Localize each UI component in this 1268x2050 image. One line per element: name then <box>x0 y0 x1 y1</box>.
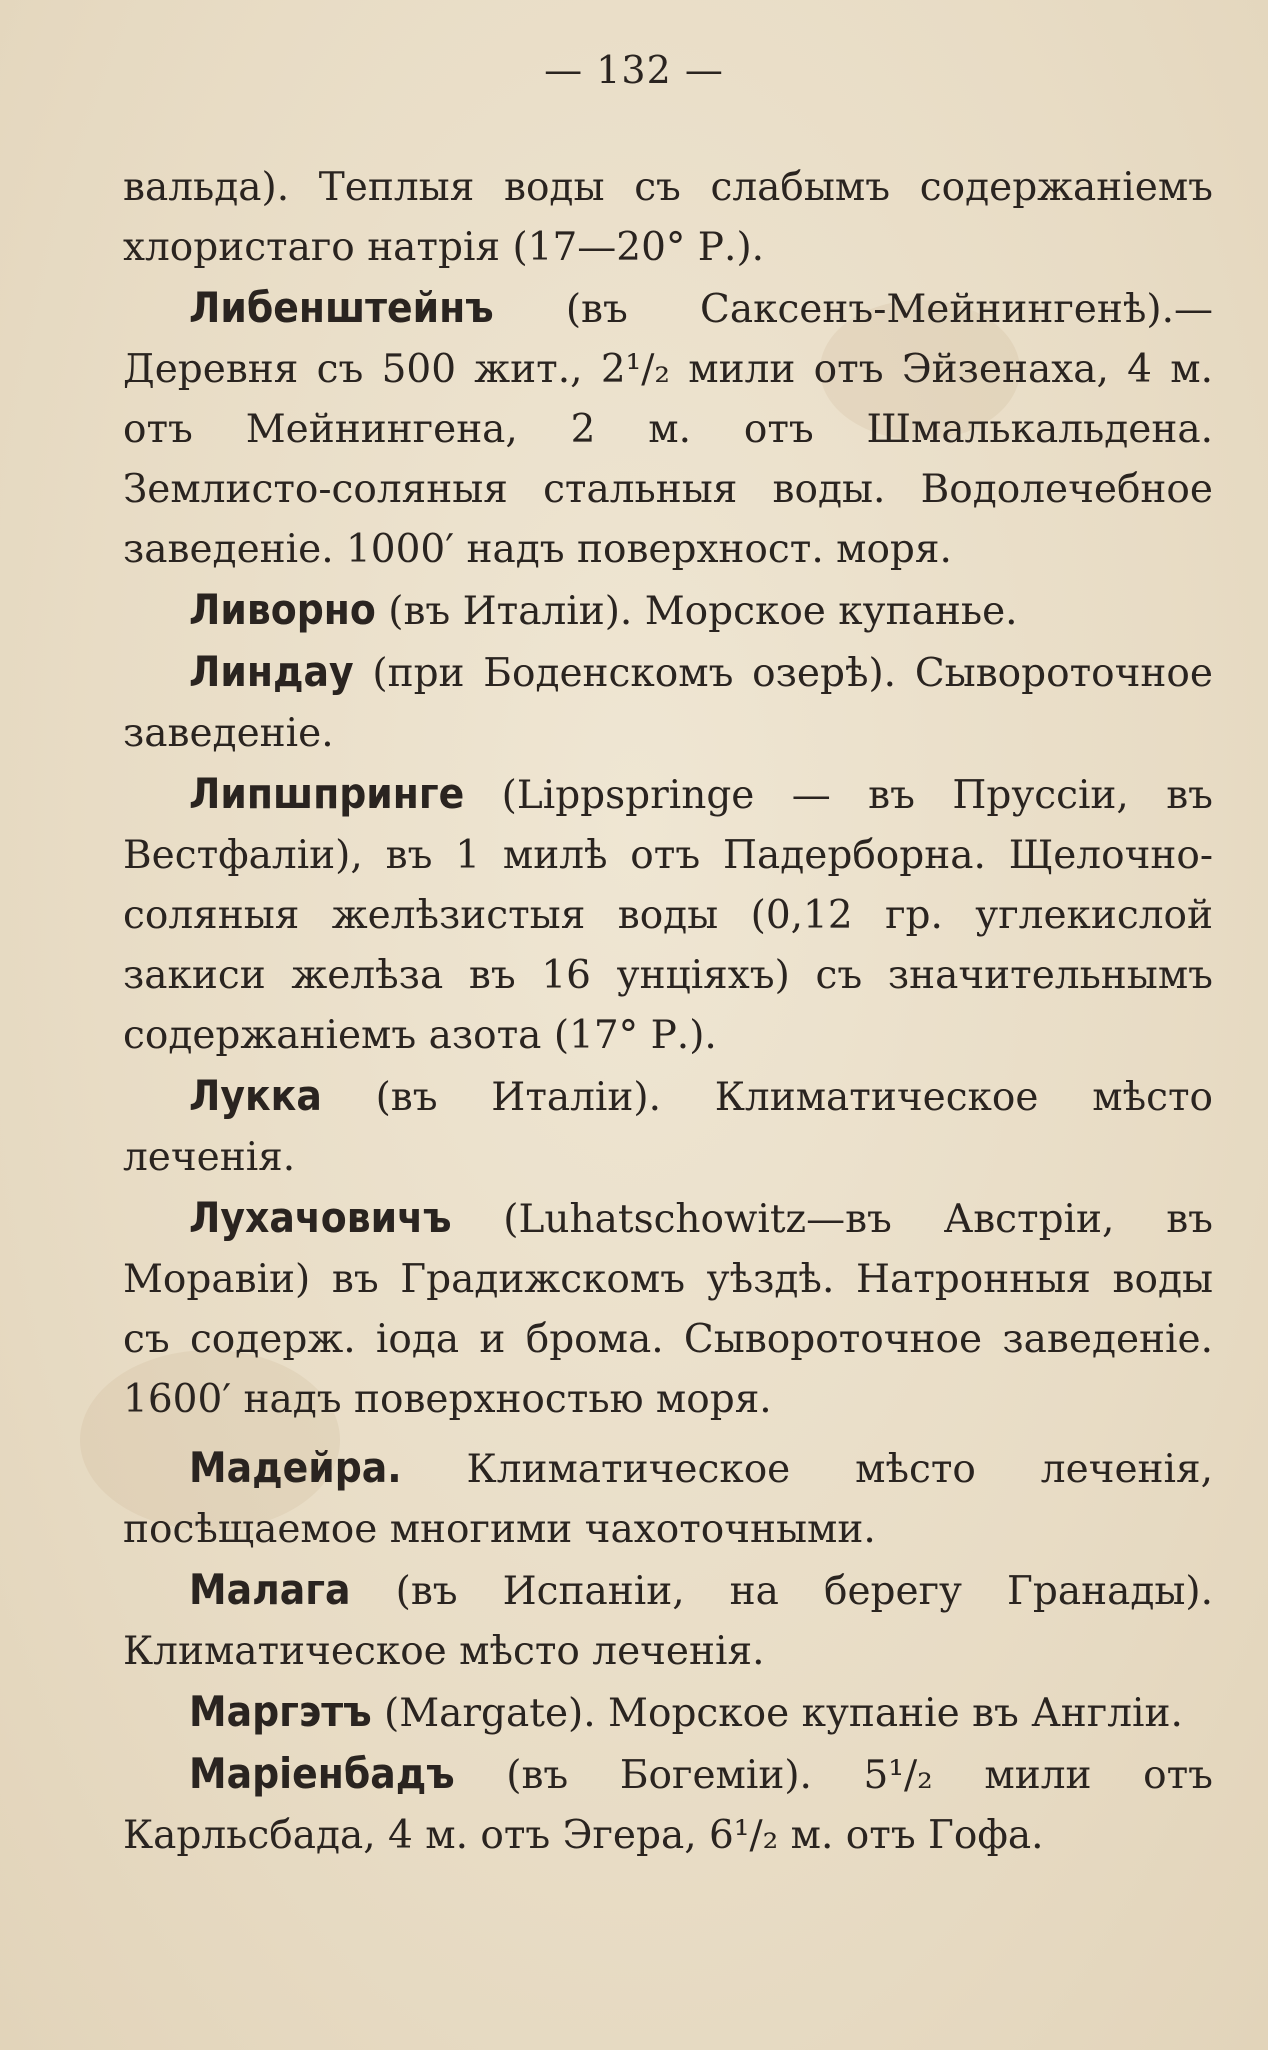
entry-text: (въ Италiи). Морское купанье. <box>375 589 1018 634</box>
entry-headword: Лукка <box>189 1071 322 1120</box>
entry-continuation <box>123 158 1213 278</box>
entry-luhacovice <box>123 1188 1213 1430</box>
entry-headword: Липшпрингe <box>189 769 465 818</box>
entry-text: (при Боденскомъ озерѣ). Сывороточное заведенiе. <box>123 651 1213 756</box>
entry-headword: Лухачовичъ <box>189 1193 452 1242</box>
entry-headword: Мадейра. <box>189 1443 402 1492</box>
entry-malaga <box>123 1560 1213 1682</box>
page-body <box>123 158 1213 1866</box>
entry-madeira <box>123 1438 1213 1560</box>
entry-text: (Margate). Морское купанiе въ Англiи. <box>371 1691 1183 1736</box>
entry-text: (Luhatschowitz—въ Австрiи, въ Моравiи) въ Градижскомъ уѣздѣ. Натронныя воды съ содерж. iода и брома. Сывороточное заведенiе. 1600′ надъ поверхностью моря. <box>123 1197 1213 1422</box>
entry-text: (въ Испанiи, на берегу Гранады). Климатическое мѣсто леченiя. <box>123 1569 1213 1674</box>
entry-text: Климатическое мѣсто леченiя, посѣщаемое многими чахоточными. <box>123 1447 1213 1552</box>
entry-headword: Ливорно <box>189 585 376 634</box>
entry-margate <box>123 1682 1213 1744</box>
entry-libenstein <box>123 278 1213 580</box>
entry-headword: Либенштейнъ <box>189 283 494 332</box>
entry-text: (въ Италiи). Климатическое мѣсто леченiя. <box>123 1075 1213 1180</box>
entry-lucca <box>123 1066 1213 1188</box>
entry-headword: Марiенбадъ <box>189 1749 455 1798</box>
entry-marienbad <box>123 1744 1213 1866</box>
entry-headword: Малага <box>189 1565 351 1614</box>
entry-text: вальда). Теплыя воды съ слабымъ содержанiемъ хлористаго натрiя (17—20° Р.). <box>123 165 1213 270</box>
entry-text: (въ Саксенъ-Мейнингенѣ).— Деревня съ 500 жит., 2¹/₂ мили отъ Эйзенаха, 4 м. отъ Мейнингена, 2 м. отъ Шмалькальдена. Землисто-соляныя стальныя воды. Водолечебное заведенiе. 1000′ надъ поверхност. моря. <box>123 287 1213 572</box>
entry-lippspringe <box>123 764 1213 1066</box>
entry-headword: Маргэтъ <box>189 1687 372 1736</box>
entry-text: (Lippspringe — въ Пруссiи, въ Вестфалiи), въ 1 милѣ отъ Падерборна. Щелочно-соляныя желѣзистыя воды (0,12 гр. углекислой закиси желѣза въ 16 унцiяхъ) съ значительнымъ содержанiемъ азота (17° Р.). <box>123 773 1213 1058</box>
entry-livorno <box>123 580 1213 642</box>
entry-lindau <box>123 642 1213 764</box>
entry-text: (въ Богемiи). 5¹/₂ мили отъ Карльсбада, 4 м. отъ Эгера, 6¹/₂ м. отъ Гофа. <box>123 1753 1213 1858</box>
entry-headword: Линдау <box>189 647 354 696</box>
page-number: — 132 — <box>544 48 724 92</box>
